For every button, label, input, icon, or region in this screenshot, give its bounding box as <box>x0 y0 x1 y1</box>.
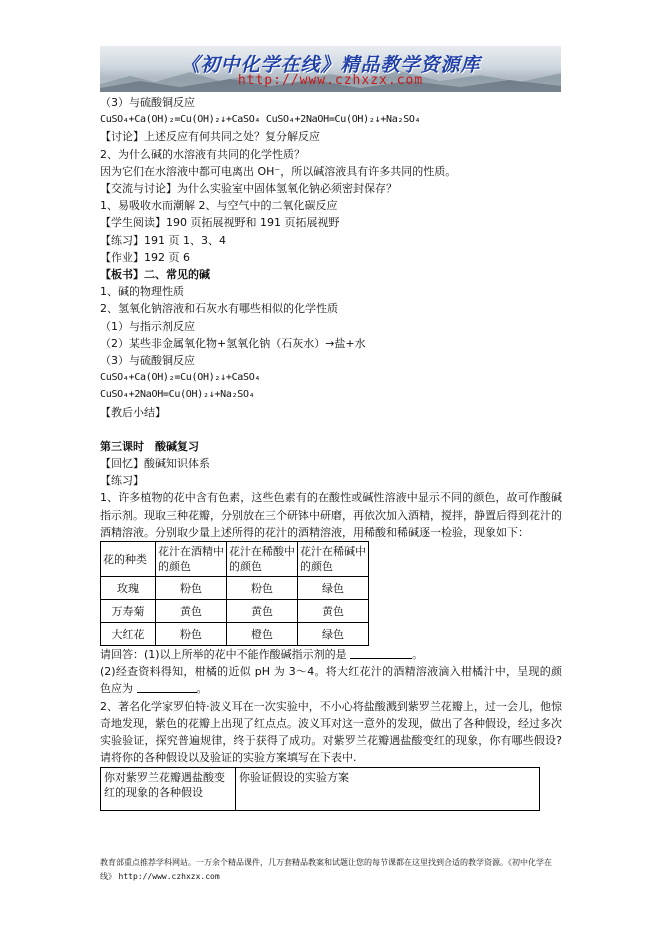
page-footer <box>100 856 562 884</box>
table-cell: 粉色 <box>156 577 227 600</box>
table-cell: 粉色 <box>156 623 227 646</box>
answer-blank[interactable] <box>350 648 412 659</box>
table-cell: 黄色 <box>298 600 369 623</box>
answer-blank[interactable] <box>137 682 197 693</box>
table-cell: 粉色 <box>227 577 298 600</box>
board-heading: 【板书】二、常见的碱 <box>100 268 210 282</box>
text-line: （1）与指示剂反应 <box>100 319 195 333</box>
question-2-intro: 2、著名化学家罗伯特·波义耳在一次实验中，不小心将盐酸溅到紫罗兰花瓣上，过一会儿，他惊奇地发现，紫色的花瓣上出现了红点点。波义耳对这一意外的发现，做出了各种假设，经过多次实验验证，探究普遍规律，终于获得了成功。对紫罗兰花瓣遇盐酸变红的现象，你有哪些假设?请将你的各种假设以及验证的实验方案填写在下表中. <box>100 699 562 765</box>
text-line: 1、碱的物理性质 <box>100 285 184 299</box>
table-row <box>101 600 369 623</box>
table-row <box>101 623 369 646</box>
table-cell: 绿色 <box>298 577 369 600</box>
hypothesis-table <box>100 767 540 811</box>
text-line: 【作业】192 页 6 <box>100 250 190 264</box>
question-1-intro: 1、许多植物的花中含有色素，这些色素有的在酸性或碱性溶液中显示不同的颜色，故可作酸碱指示剂。现取三种花瓣，分别放在三个研钵中研磨，再依次加入酒精，搅拌，静置后得到花汁的酒精溶液。分别取少量上述所得的花汁的酒精溶液，用稀酸和稀碱逐一检验，现象如下： <box>100 491 562 539</box>
table-cell: 黄色 <box>156 600 227 623</box>
text-line: （3）与硫酸铜反应 <box>100 354 195 368</box>
text-line: 【练习】191 页 1、3、4 <box>100 233 226 247</box>
equation-line: CuSO₄+Ca(OH)₂=Cu(OH)₂↓+CaSO₄ CuSO₄+2NaOH=Cu(OH)₂↓+Na₂SO₄ <box>100 114 421 126</box>
text-line: 1、易吸收水而潮解 2、与空气中的二氧化碳反应 <box>100 199 338 213</box>
flower-color-table <box>100 541 369 646</box>
experiment-header: 你验证假设的实验方案 <box>236 767 540 810</box>
text-line: 2、氢氧化钠溶液和石灰水有哪些相似的化学性质 <box>100 302 338 316</box>
equation-line: CuSO₄+Ca(OH)₂=Cu(OH)₂↓+CaSO₄ <box>100 372 261 384</box>
table-cell: 绿色 <box>298 623 369 646</box>
table-cell: 玫瑰 <box>101 577 156 600</box>
text-line: 【教后小结】 <box>100 405 166 419</box>
text-line: 2、为什么碱的水溶液有共同的化学性质？ <box>100 147 305 161</box>
equation-line: CuSO₄+2NaOH=Cu(OH)₂↓+Na₂SO₄ <box>100 389 255 401</box>
text-line: 【讨论】上述反应有何共同之处？复分解反应 <box>100 130 320 144</box>
section-heading: 第三课时 酸碱复习 <box>100 439 199 453</box>
table-row <box>101 577 369 600</box>
question-1a: 请回答：(1)以上所举的花中不能作酸碱指示剂的是 。 <box>100 648 424 662</box>
text-line: （2）某些非金属氧化物+氢氧化钠（石灰水）→盐+水 <box>100 336 366 350</box>
table-header: 花汁在酒精中的颜色 <box>156 542 227 577</box>
text-line: 【学生阅读】190 页拓展视野和 191 页拓展视野 <box>100 216 340 230</box>
banner-title: 《初中化学在线》精品教学资源库 <box>180 54 481 76</box>
table-cell: 大红花 <box>101 623 156 646</box>
header-banner <box>100 46 561 92</box>
table-header: 花汁在稀酸中的颜色 <box>227 542 298 577</box>
text-line: （3）与硫酸铜反应 <box>100 96 195 109</box>
table-header: 花汁在稀碱中的颜色 <box>298 542 369 577</box>
text-line: 【交流与讨论】为什么实验室中固体氢氧化钠必须密封保存？ <box>100 182 397 196</box>
hypothesis-header: 你对紫罗兰花瓣遇盐酸变红的现象的各种假设 <box>101 767 236 810</box>
question-1b: (2)经查资料得知，柑橘的近似 pH 为 3～4。将大红花汁的酒精溶液滴入柑橘汁中，呈现的颜色应为 。 <box>100 665 562 696</box>
document-body <box>100 94 562 811</box>
table-cell: 万寿菊 <box>101 600 156 623</box>
banner-url[interactable]: http://www.czhxzx.com <box>237 73 424 88</box>
text-line: 【回忆】酸碱知识体系 <box>100 457 210 471</box>
text-line: 因为它们在水溶液中都可电离出 OH⁻，所以碱溶液具有许多共同的性质。 <box>100 164 457 178</box>
table-cell: 橙色 <box>227 623 298 646</box>
text-line: 【练习】 <box>100 474 144 488</box>
table-cell: 黄色 <box>227 600 298 623</box>
footer-text: 教育部重点推荐学科网站。一万余个精品课件，几万套精品教案和试题让您的每节课都在这里找到合适的教学资源。《初中化学在线》 <box>100 858 552 881</box>
table-header: 花的种类 <box>101 542 156 577</box>
footer-link[interactable]: http://www.czhxzx.com <box>118 872 220 881</box>
